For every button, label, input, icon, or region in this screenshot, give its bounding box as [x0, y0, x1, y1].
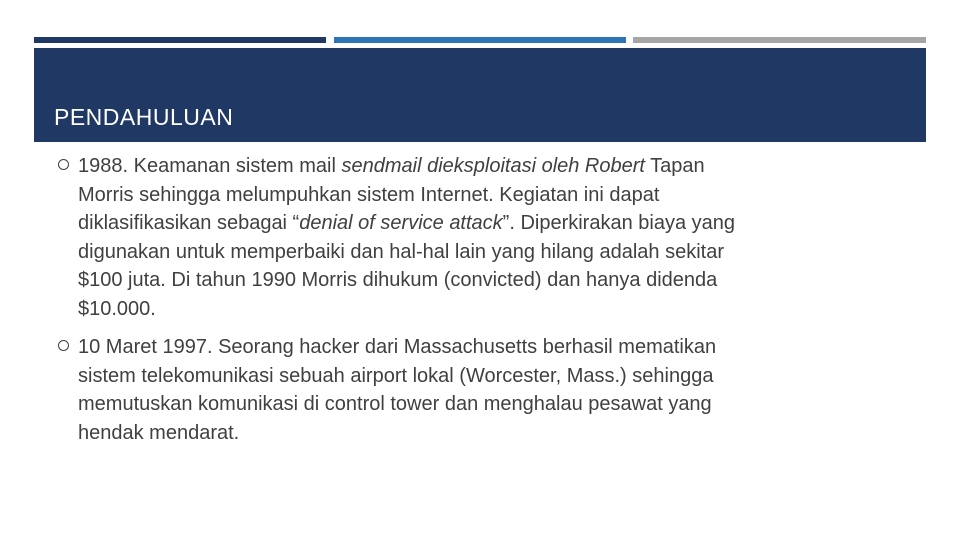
circle-bullet-icon — [58, 340, 69, 351]
bullet-item — [58, 333, 878, 447]
accent-bar-dark — [34, 37, 326, 43]
accent-bar-blue — [334, 37, 626, 43]
text-segment: 1988. Keamanan sistem mail — [78, 155, 342, 177]
bullet-list — [58, 152, 878, 447]
circle-bullet-icon — [58, 159, 69, 170]
bullet-text — [78, 155, 735, 320]
italic-segment: sendmail dieksploitasi oleh Robert — [341, 155, 645, 177]
text-segment: 10 Maret 1997. Seorang hacker dari Massachusetts berhasil mematikan sistem telekomunikasi sebuah airport lokal (Worcester, Mass.) sehingga memutuskan komunikasi di control tower dan menghalau pesawat yang hendak mendarat. — [78, 336, 717, 444]
italic-segment: denial of service attack — [299, 212, 503, 234]
bullet-text — [78, 336, 716, 444]
text-segment: ”. Diperkirakan biaya yang digunakan untuk memperbaiki dan hal-hal lain yang hilang adalah sekitar $100 juta. Di tahun 1990 Morris dihukum (convicted) dan hanya didenda $10.000. — [78, 212, 736, 320]
bullet-item — [58, 152, 878, 323]
slide-title: PENDAHULUAN — [54, 104, 234, 130]
title-banner — [34, 48, 926, 142]
text-segment: Tapan Morris sehingga melumpuhkan sistem Internet. Kegiatan ini dapat diklasifikasikan sebagai “ — [78, 155, 705, 234]
accent-bar-gray — [633, 37, 926, 43]
